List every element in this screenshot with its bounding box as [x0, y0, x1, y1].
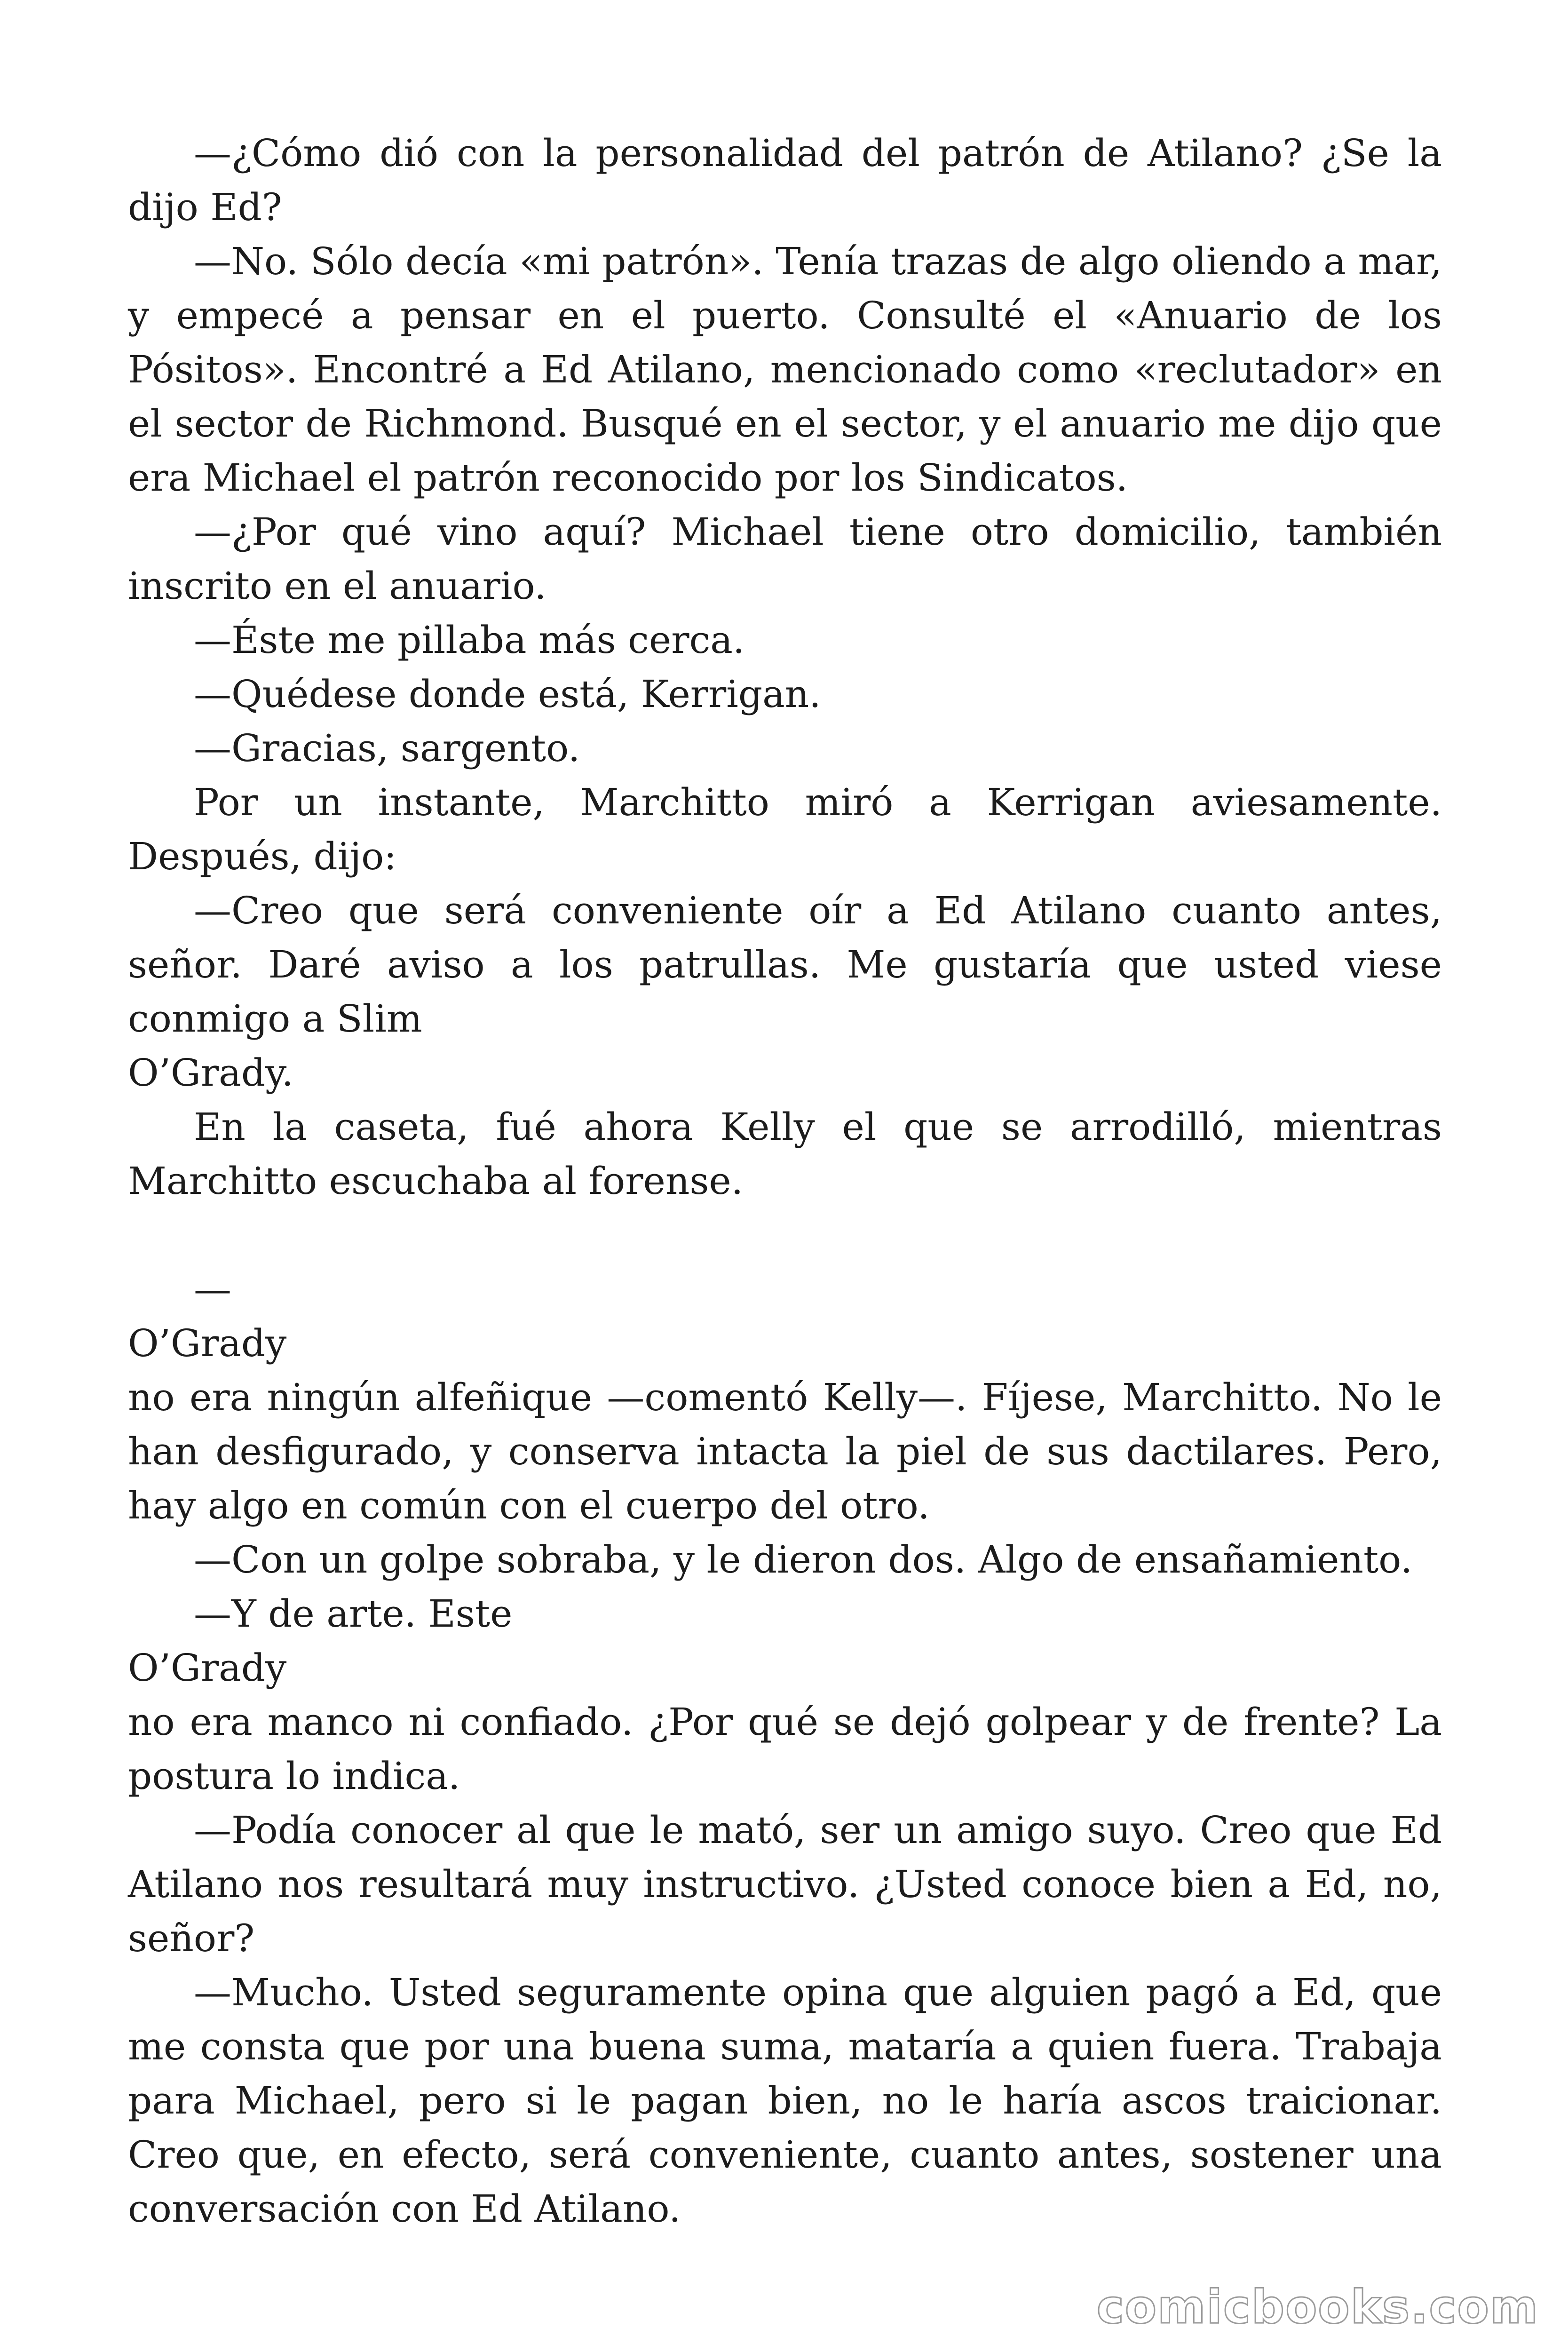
paragraph-1: —¿Cómo dió con la personalidad del patrón de Atilano? ¿Se la dijo Ed?	[128, 131, 1442, 229]
paragraph-4: —Éste me pillaba más cerca.	[194, 618, 745, 662]
paragraph-19: —Mucho. Usted seguramente opina que alguien pagó a Ed, que me consta que por una buena suma, mataría a quien fuera. Trabaja para Michael, pero si le pagan bien, no le haría ascos traicionar. Creo que, en efecto, será conveniente, cuanto antes, sostener una conversación con Ed Atilano.	[128, 1971, 1442, 2231]
blank-line	[128, 1208, 1442, 1262]
paragraph-2: —No. Sólo decía «mi patrón». Tenía trazas de algo oliendo a mar, y empecé a pensar en el puerto. Consulté el «Anuario de los Pósitos». Encontré a Ed Atilano, mencionado como «reclutador» en el sector de Richmond. Busqué en el sector, y el anuario me dijo que era Michael el patrón reconocido por los Sindicatos.	[128, 239, 1442, 500]
paragraph-15: —Y de arte. Este	[194, 1592, 513, 1636]
paragraph-11: —	[194, 1267, 231, 1311]
page-body	[128, 126, 1442, 2236]
paragraph-13: no era ningún alfeñique —comentó Kelly—. Fíjese, Marchitto. No le han desfigurado, y conserva intacta la piel de sus dactilares. Pero, hay algo en común con el cuerpo del otro.	[128, 1375, 1442, 1527]
paragraph-8: —Creo que será conveniente oír a Ed Atilano cuanto antes, señor. Daré aviso a los patrullas. Me gustaría que usted viese conmigo a Slim	[128, 889, 1442, 1041]
paragraph-5: —Quédese donde está, Kerrigan.	[194, 672, 821, 716]
paragraph-14: —Con un golpe sobraba, y le dieron dos. Algo de ensañamiento.	[194, 1538, 1413, 1581]
paragraph-17: no era manco ni confiado. ¿Por qué se dejó golpear y de frente? La postura lo indica.	[128, 1700, 1442, 1798]
paragraph-10: En la caseta, fué ahora Kelly el que se arrodilló, mientras Marchitto escuchaba al forense.	[128, 1105, 1442, 1203]
paragraph-18: —Podía conocer al que le mató, ser un amigo suyo. Creo que Ed Atilano nos resultará muy instructivo. ¿Usted conoce bien a Ed, no, señor?	[128, 1808, 1442, 1960]
paragraph-6: —Gracias, sargento.	[194, 726, 580, 770]
paragraph-7: Por un instante, Marchitto miró a Kerrigan aviesamente. Después, dijo:	[128, 780, 1442, 878]
paragraph-12: O’Grady	[128, 1321, 287, 1365]
watermark-logo: comicbooks.com	[1096, 2280, 1539, 2334]
paragraph-9: O’Grady.	[128, 1051, 294, 1095]
paragraph-3: —¿Por qué vino aquí? Michael tiene otro domicilio, también inscrito en el anuario.	[128, 510, 1442, 608]
paragraph-16: O’Grady	[128, 1646, 287, 1690]
